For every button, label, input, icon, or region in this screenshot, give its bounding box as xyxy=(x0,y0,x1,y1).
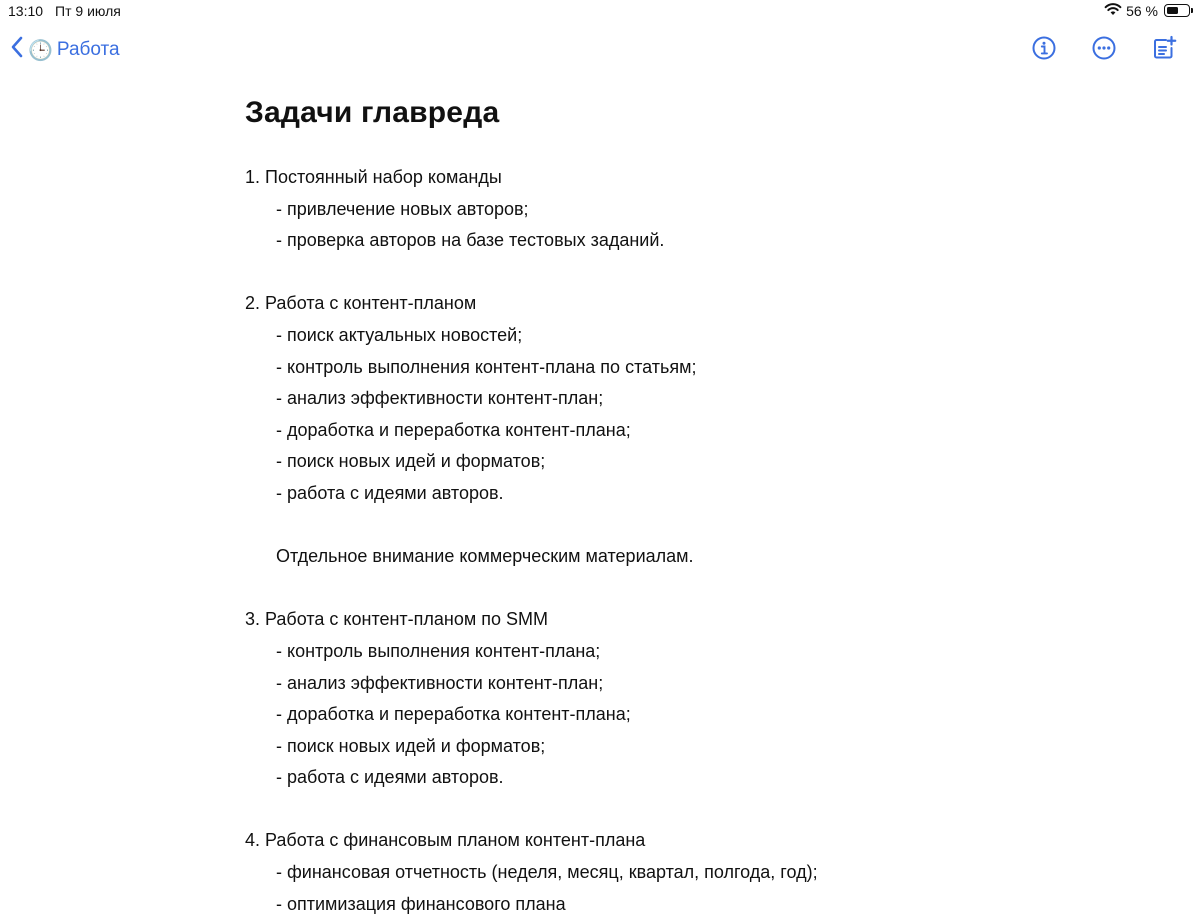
blank-line[interactable] xyxy=(245,510,1045,542)
note-line[interactable]: - проверка авторов на базе тестовых заданий. xyxy=(276,230,665,251)
blank-line[interactable] xyxy=(245,257,1045,289)
note-line[interactable]: - работа с идеями авторов. xyxy=(276,767,504,788)
note-line[interactable]: - привлечение новых авторов; xyxy=(276,198,529,219)
blank-line[interactable] xyxy=(245,573,1045,605)
status-bar xyxy=(0,0,1200,22)
info-icon xyxy=(1031,35,1057,66)
note-line[interactable]: - анализ эффективности контент-план; xyxy=(276,388,604,409)
more-icon xyxy=(1091,35,1117,66)
note-line[interactable]: - доработка и переработка контент-плана; xyxy=(276,419,631,440)
note-line[interactable]: 4. Работа с финансовым планом контент-плана xyxy=(245,830,646,851)
note-line[interactable]: 2. Работа с контент-планом xyxy=(245,293,477,314)
clock-emoji-icon: 🕒 xyxy=(28,39,53,62)
note-line[interactable]: - контроль выполнения контент-плана; xyxy=(276,640,601,661)
note-line[interactable]: - доработка и переработка контент-плана; xyxy=(276,704,631,725)
note-line[interactable]: - финансовая отчетность (неделя, месяц, квартал, полгода, год); xyxy=(276,862,818,883)
note-line[interactable]: - контроль выполнения контент-плана по статьям; xyxy=(276,356,697,377)
blank-line[interactable] xyxy=(245,794,1045,826)
status-time: 13:10 xyxy=(8,3,44,19)
note-line[interactable]: - поиск актуальных новостей; xyxy=(276,324,523,345)
note-title[interactable]: Задачи главреда xyxy=(245,96,500,129)
battery-icon xyxy=(1164,4,1190,17)
note-line[interactable]: 1. Постоянный набор команды xyxy=(245,167,502,187)
info-button[interactable] xyxy=(1030,36,1058,64)
note-body[interactable] xyxy=(245,96,1045,920)
back-label: Работа xyxy=(56,39,120,60)
nav-bar xyxy=(0,30,1200,70)
note-line[interactable]: - анализ эффективности контент-план; xyxy=(276,672,604,693)
back-button[interactable] xyxy=(10,36,120,64)
more-button[interactable] xyxy=(1090,36,1118,64)
status-right xyxy=(1104,2,1190,19)
new-note-icon xyxy=(1151,35,1177,66)
battery-percent: 56 % xyxy=(1126,2,1158,19)
battery-fill xyxy=(1167,7,1178,14)
note-line[interactable]: - поиск новых идей и форматов; xyxy=(276,451,546,472)
status-date: Пт 9 июля xyxy=(55,3,121,19)
note-line[interactable]: - оптимизация финансового плана xyxy=(276,893,566,914)
note-line[interactable]: - поиск новых идей и форматов; xyxy=(276,735,546,756)
status-left xyxy=(8,3,121,19)
nav-actions xyxy=(1030,36,1178,64)
note-line[interactable]: Отдельное внимание коммерческим материалам. xyxy=(276,546,694,567)
new-note-button[interactable] xyxy=(1150,36,1178,64)
chevron-left-icon xyxy=(10,36,24,64)
note-line[interactable]: 3. Работа с контент-планом по SMM xyxy=(245,609,549,630)
wifi-icon xyxy=(1104,2,1122,19)
note-lines xyxy=(245,162,1045,920)
note-line[interactable]: - работа с идеями авторов. xyxy=(276,482,504,503)
